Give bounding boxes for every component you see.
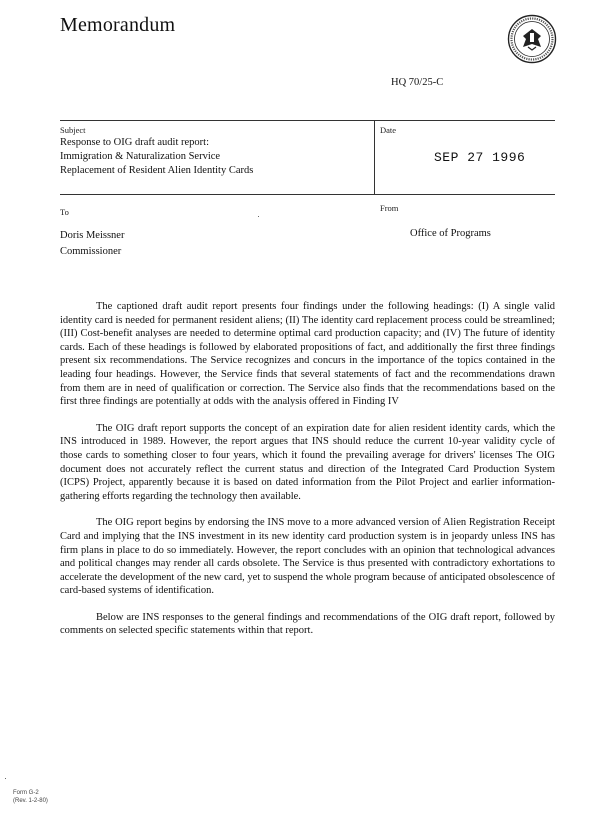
form-number [13, 789, 48, 805]
memo-body [60, 300, 555, 651]
body-paragraph: The OIG draft report supports the concept of an expiration date for alien resident identity cards, which the INS introduced in 1989. However, the report argues that INS should reduce the current 10-year validity cycle of those cards to something closer to four years, which it found the prevailing average for drivers' licenses The OIG document does not accurately reflect the current status and direction of the Integrated Card Production System (ICPS) Project, apparently because it is based on dated information from the Pilot Project and earlier information-gathering efforts regarding the technology then available. [60, 422, 555, 502]
header-bottom-rule [60, 194, 555, 195]
sender-office: Office of Programs [410, 228, 491, 239]
body-paragraph: The OIG report begins by endorsing the INS move to a more advanced version of Alien Registration Receipt Card and implying that the INS investment in its new identity card production system is in jeopardy unless INS has firm plans in place to do so immediately. However, the report concludes with an opinion that technological advances and political changes may render all cards obsolete. The Service is thus presented with contradictory exhortations to accelerate the development of the new card, yet to suspend the whole program because of anticipated obsolescence of card-based systems of identification. [60, 517, 555, 597]
scan-speck [5, 778, 6, 779]
header-divider [374, 120, 375, 195]
subject-label: Subject [60, 125, 86, 135]
subject-text [60, 136, 253, 178]
form-id: Form G-2 [13, 790, 39, 796]
header-top-rule [60, 120, 555, 121]
body-paragraph: Below are INS responses to the general findings and recommendations of the OIG draft report, followed by comments on selected specific statements within that report. [60, 611, 555, 637]
subject-line: Response to OIG draft audit report: [60, 137, 210, 148]
date-stamp: SEP 27 1996 [434, 150, 526, 165]
subject-line: Replacement of Resident Alien Identity Cards [60, 165, 254, 176]
date-label: Date [380, 125, 397, 135]
department-seal-icon [507, 14, 557, 64]
memo-title: Memorandum [60, 14, 176, 36]
to-label: To [60, 207, 69, 217]
recipient [60, 228, 124, 260]
from-label: From [380, 203, 399, 213]
form-revision: (Rev. 1-2-80) [13, 798, 48, 804]
scan-speck [258, 216, 259, 217]
recipient-title: Commissioner [60, 246, 122, 257]
body-paragraph: The captioned draft audit report presents four findings under the following headings: (I) A single valid identity card is needed for permanent resident aliens; (II) The identity card replacement process could be streamlined; (III) Cost-benefit analyses are needed to determine optimal card production capacity; and (IV) The future of identity cards. Each of these headings is followed by elaborated propositions of fact, and additionally the first three findings present six recommendations. The Service recognizes and concurs in the importance of the topics contained in the leading four headings. However, the Service finds that several statements of fact and the recommendations drawn from them are in need of qualification or correction. The Service also finds that the recommendations based on the first three findings are potentially at odds with the analysis offered in Finding IV [60, 301, 555, 408]
recipient-name: Doris Meissner [60, 230, 125, 241]
reference-number: HQ 70/25-C [391, 77, 444, 88]
subject-line: Immigration & Naturalization Service [60, 151, 221, 162]
